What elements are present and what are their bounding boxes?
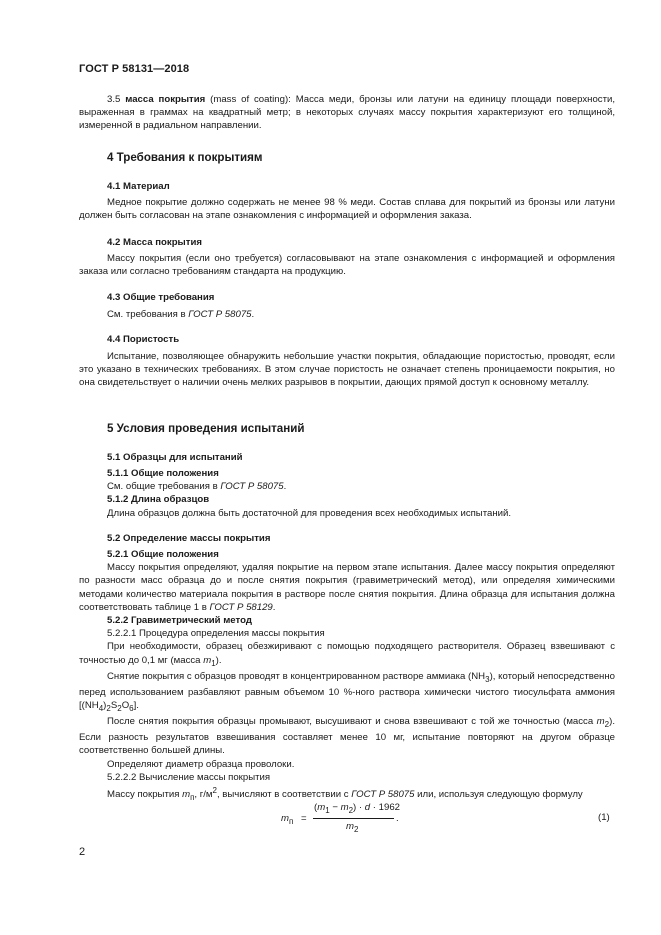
section-5-2-2-title: 5.2.2 Гравиметрический метод [107,615,252,627]
subscript: 4 [98,703,104,713]
paragraph: Испытание, позволяющее обнаружить небольшие участки покрытия, обладающие пористостью, проводят, если это указано в технических требованиях. В этом случае пористость не означает степень проницаемости покрытия, но она свидетельствует о наличии очень мелких разрывов в покрытии, дающих прямой доступ к основному металлу. [79,351,615,389]
subscript: 1 [211,658,216,668]
text: S [110,700,118,712]
text: . [272,601,276,613]
subscript: 1 [325,805,330,815]
section-5-1-1-title: 5.1.1 Общие положения [107,468,219,479]
formula-lhs [281,813,293,826]
subscript: п [289,816,294,826]
text: . [283,481,287,493]
section-5-1-2-text: Длина образцов должна быть достаточной для проведения всех необходимых испытаний. [107,507,512,519]
text: ), который непосредственно перед использованием разбавляют равным объемом 10 %-ного раствора химически чистого тиосульфата аммония [(NH [79,670,615,712]
definition: Масса меди, бронзы или латуни на единицу площади поверхности, выраженная в граммах на квадратный метр; в некоторых случаях массу покрытия характеризуют его толщиной, измеренной в радиальном направлении. [79,94,615,132]
page-number: 2 [79,846,86,858]
equation-number: (1) [598,812,610,823]
symbol: m [281,813,289,824]
standard-reference: ГОСТ Р 58075 [220,481,284,493]
symbol: m [182,789,191,801]
paragraph: Массу покрытия (если оно требуется) согласовывают на этапе ознакомления с информацией и оформления заказа или согласно требованиям стандарта на продукцию. [79,253,615,278]
formula-period: . [396,813,399,824]
text: ]. [133,700,139,712]
subscript: 2 [348,805,354,815]
section-5-1-title: 5.1 Образцы для испытаний [107,452,243,463]
subscript: 2 [604,720,610,730]
paragraph: Медное покрытие должно содержать не менее 98 % меди. Состав сплава для покрытий из бронзы или латуни должен быть согласован на этапе ознакомления с информацией и оформления заказа. [79,197,615,222]
section-4-2-title: 4.2 Масса покрытия [107,237,202,248]
fraction-bar [313,818,394,819]
subscript: 2 [354,824,359,834]
formula-denominator [346,821,358,834]
text: ( [314,802,318,813]
text: ). [215,654,222,666]
running-header: ГОСТ Р 58131—2018 [79,63,190,75]
clause-number: 3.5 [107,94,121,105]
paragraph-diameter: Определяют диаметр образца проволоки. [107,758,295,770]
text: ) [103,700,107,712]
text: O [121,700,130,712]
symbol: d [364,802,371,813]
symbol: m [596,716,605,728]
text: После снятия покрытия образцы промывают, высушивают и снова взвешивают с той же точностью (масса [107,716,597,728]
subscript: 3 [485,674,490,684]
text: Массу покрытия [107,789,183,801]
standard-reference: ГОСТ Р 58075 [351,789,415,801]
text: − [329,802,341,813]
equals-sign: = [301,813,307,824]
text: Массу покрытия определяют, удаляя покрытие на первом этапе испытания. Далее массу покрытия определяют по разности масс образца до и после снятия покрытия (гравиметрический метод), или определяя химическими методами количество материала покрытия в растворе после снятия покрытия. Длина образца для испытания должна соответствовать таблице 1 в [79,562,615,613]
text: При необходимости, образец обезжиривают с помощью подходящего растворителя. Образец взвешивают с точностью до 0,1 мг (масса [79,641,615,666]
section-5-title: 5 Условия проведения испытаний [107,422,305,435]
text: , вычисляют в соответствии с [216,789,352,801]
text: или, используя следующую формулу [414,789,583,801]
term: масса покрытия [125,94,206,105]
text: ) · [353,802,365,813]
section-5-2-2-1-title: 5.2.2.1 Процедура определения массы покрытия [107,628,325,640]
text: · 1962 [370,802,400,813]
superscript: 2 [212,786,217,796]
symbol: m [346,821,354,832]
standard-reference: ГОСТ Р 58129 [209,601,273,613]
subscript: 2 [117,703,122,713]
formula-numerator [314,802,400,815]
section-5-2-1-title: 5.2.1 Общие положения [107,549,219,560]
text: Снятие покрытия с образцов проводят в концентрированном растворе аммиака (NH [107,670,486,682]
section-5-1-2-title: 5.1.2 Длина образцов [107,494,210,506]
symbol: m [340,802,349,813]
section-4-4-title: 4.4 Пористость [107,334,180,345]
term-en: (mass of coating): [205,94,291,105]
symbol: m [203,654,212,666]
section-4-3-title: 4.3 Общие требования [107,292,215,303]
text: ). Если разность результатов взвешивания составляет менее 10 мг, испытание повторяют на другом образце соответственно большей длины. [79,716,615,757]
symbol: m [317,802,326,813]
section-4-1-title: 4.1 Материал [107,181,170,192]
text: См. общие требования в [107,481,221,493]
subscript: 6 [129,703,134,713]
subscript: 2 [106,703,111,713]
subscript: п [190,793,195,803]
section-4-title: 4 Требования к покрытиям [107,151,263,164]
text: , г/м [194,789,213,801]
standard-reference: ГОСТ Р 58075 [188,309,252,320]
text: . [251,309,255,320]
section-5-2-2-2-title: 5.2.2.2 Вычисление массы покрытия [107,771,271,783]
section-5-2-title: 5.2 Определение массы покрытия [107,533,271,544]
text: См. требования в [107,309,189,320]
